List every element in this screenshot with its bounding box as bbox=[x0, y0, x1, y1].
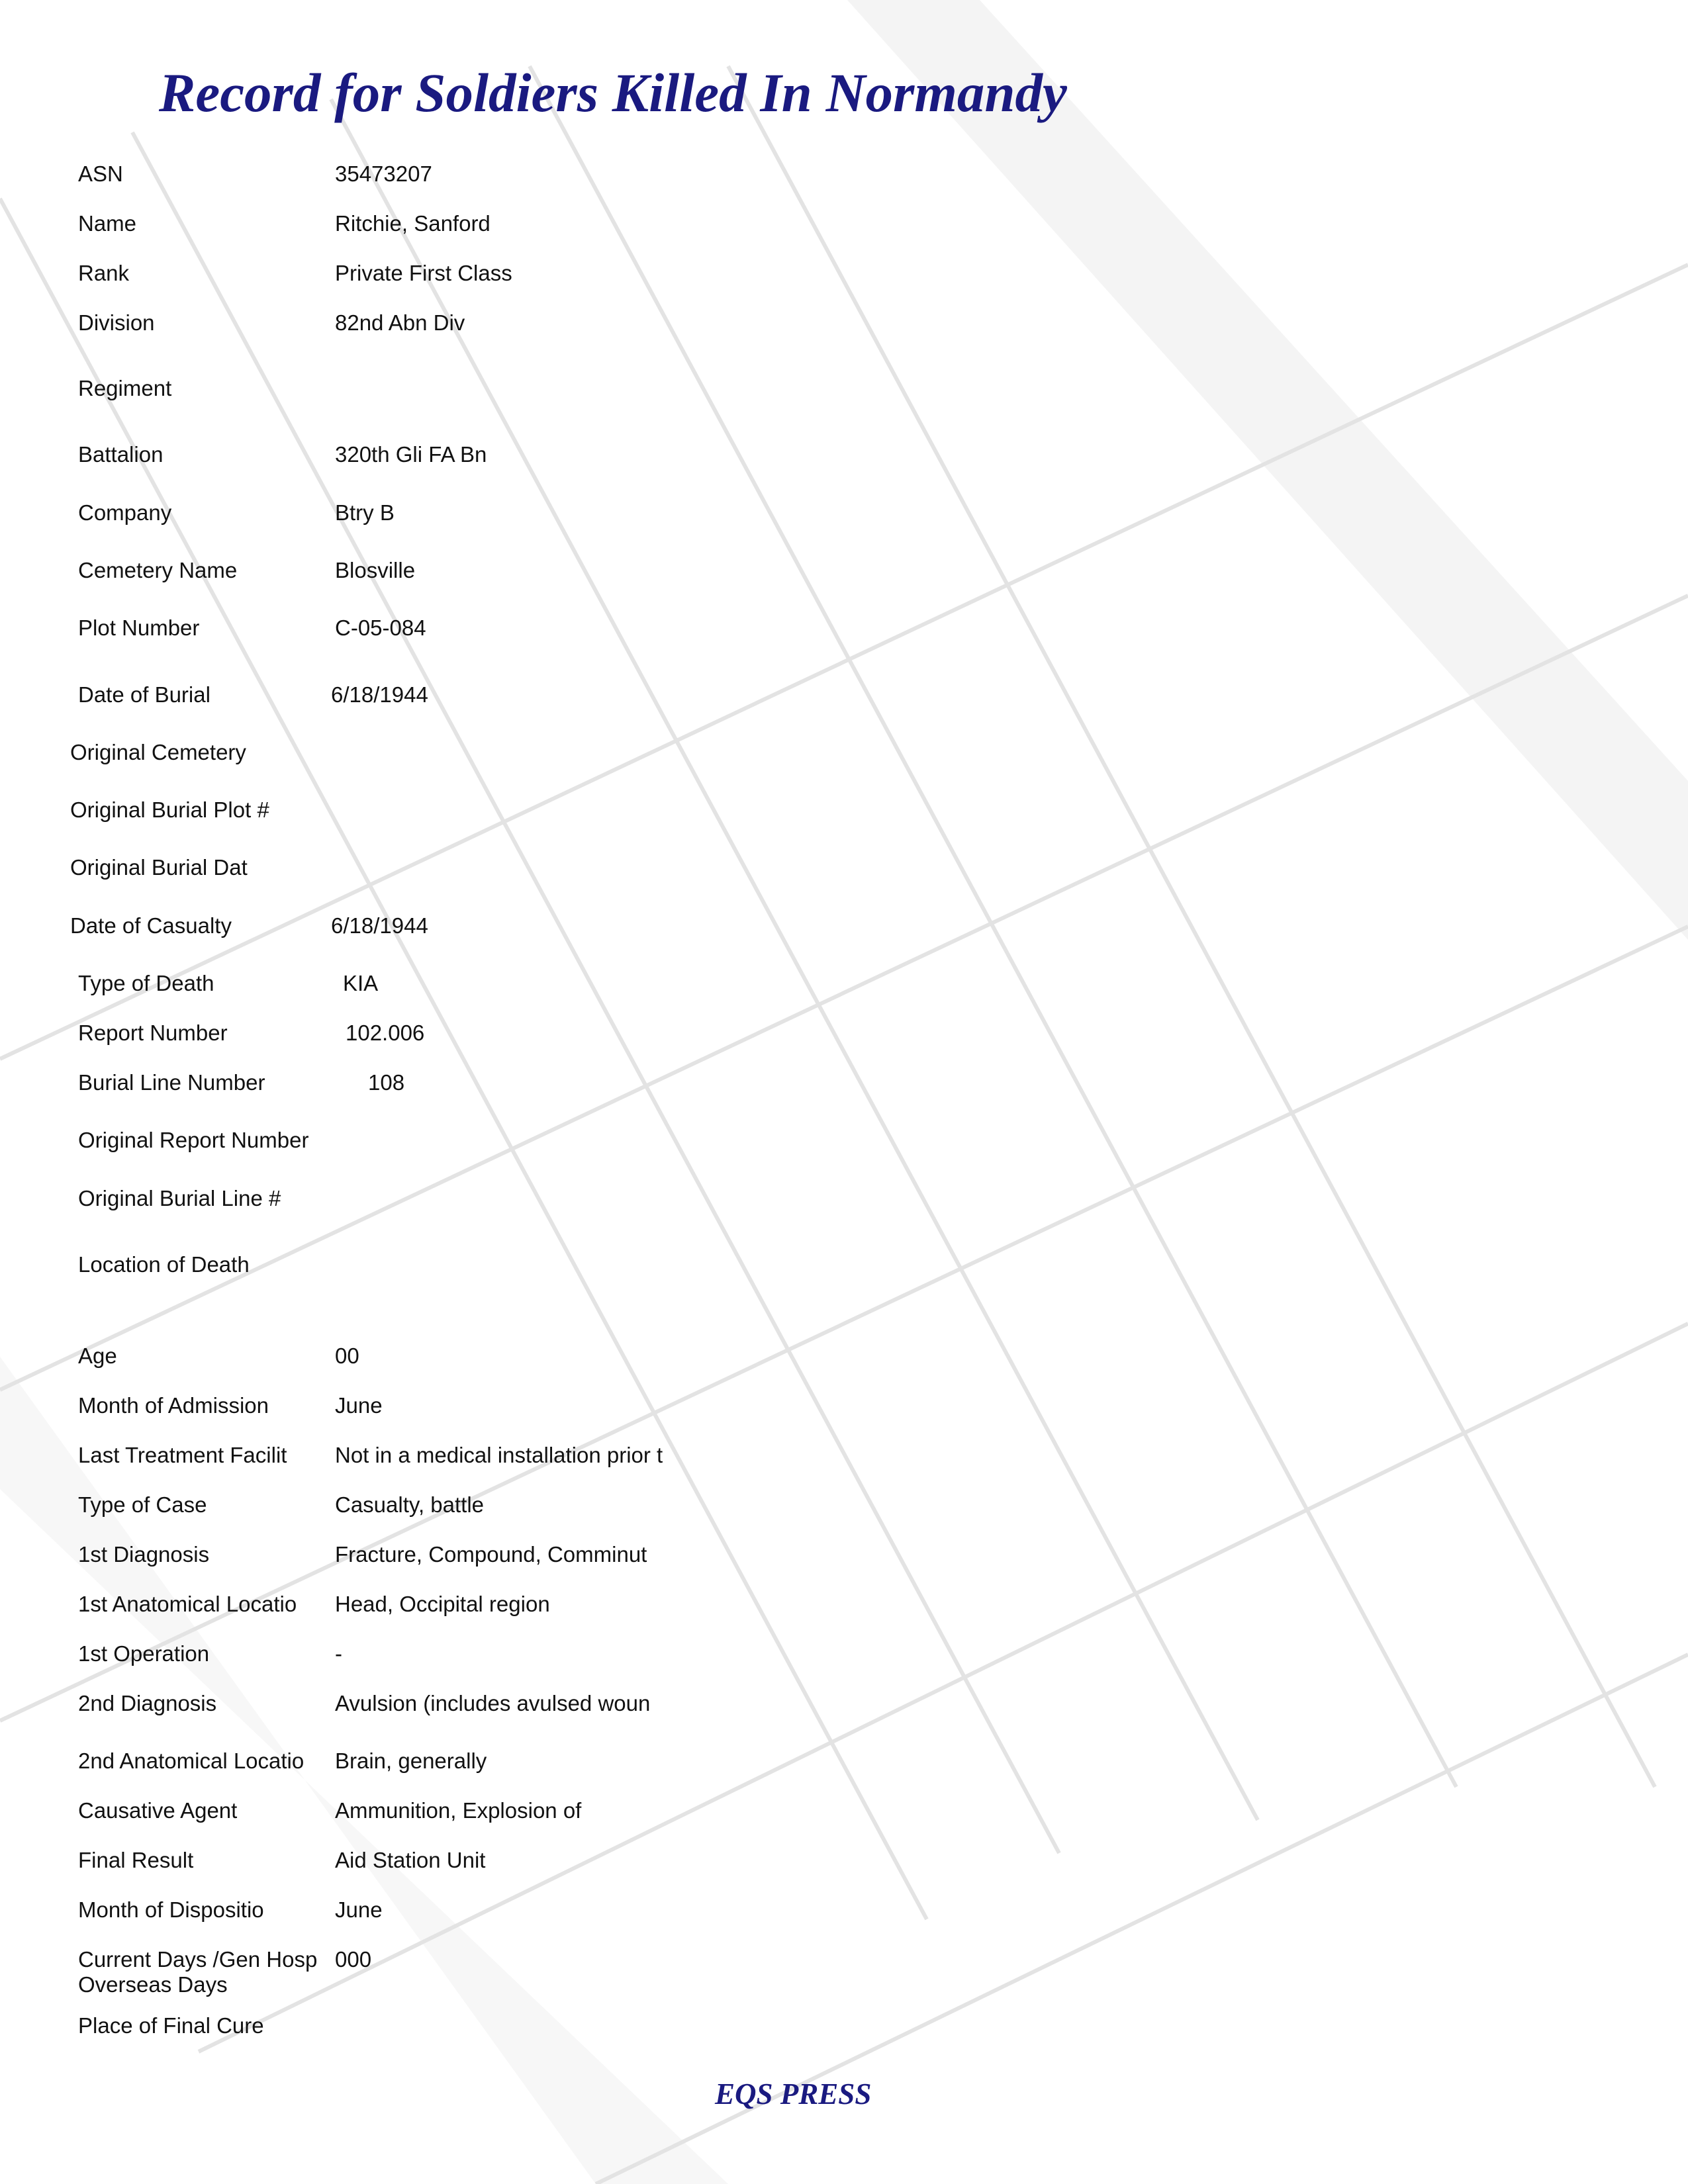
final-result-value: Aid Station Unit bbox=[335, 1848, 486, 1872]
current-days-value: 000 bbox=[335, 1947, 372, 1972]
age-label: Age bbox=[78, 1343, 117, 1368]
first-anatomical-location-label: 1st Anatomical Locatio bbox=[78, 1592, 297, 1616]
asn-label: ASN bbox=[78, 161, 123, 186]
publisher-footer: EQS PRESS bbox=[715, 2077, 872, 2111]
original-burial-plot-label: Original Burial Plot # bbox=[70, 797, 269, 822]
second-anatomical-location-value: Brain, generally bbox=[335, 1749, 487, 1773]
asn-value: 35473207 bbox=[335, 161, 432, 186]
division-value: 82nd Abn Div bbox=[335, 310, 465, 335]
rank-label: Rank bbox=[78, 261, 130, 285]
last-treatment-facility-label: Last Treatment Facilit bbox=[78, 1443, 287, 1467]
overseas-days-label: Overseas Days bbox=[78, 1972, 228, 1997]
final-result-label: Final Result bbox=[78, 1848, 194, 1872]
month-of-disposition-value: June bbox=[335, 1897, 383, 1922]
date-of-burial-label: Date of Burial bbox=[78, 682, 211, 707]
second-diagnosis-label: 2nd Diagnosis bbox=[78, 1691, 217, 1715]
first-operation-label: 1st Operation bbox=[78, 1641, 210, 1666]
original-burial-date-label: Original Burial Dat bbox=[70, 855, 248, 880]
name-label: Name bbox=[78, 211, 137, 236]
date-of-casualty-label: Date of Casualty bbox=[70, 913, 232, 938]
report-number-value: 102.006 bbox=[346, 1021, 425, 1045]
first-operation-value: - bbox=[335, 1641, 342, 1666]
last-treatment-facility-value: Not in a medical installation prior t bbox=[335, 1443, 663, 1467]
original-report-number-label: Original Report Number bbox=[78, 1128, 309, 1152]
age-value: 00 bbox=[335, 1343, 359, 1368]
type-of-death-label: Type of Death bbox=[78, 971, 214, 995]
causative-agent-value: Ammunition, Explosion of bbox=[335, 1798, 582, 1823]
place-of-final-cure-label: Place of Final Cure bbox=[78, 2013, 264, 2038]
company-label: Company bbox=[78, 500, 172, 525]
page-title: Record for Soldiers Killed In Normandy bbox=[159, 62, 1067, 123]
original-burial-line-label: Original Burial Line # bbox=[78, 1186, 281, 1210]
name-value: Ritchie, Sanford bbox=[335, 211, 491, 236]
location-of-death-label: Location of Death bbox=[78, 1252, 250, 1277]
division-label: Division bbox=[78, 310, 155, 335]
first-diagnosis-label: 1st Diagnosis bbox=[78, 1542, 210, 1567]
type-of-case-label: Type of Case bbox=[78, 1492, 207, 1517]
plot-number-label: Plot Number bbox=[78, 615, 200, 640]
current-days-label: Current Days /Gen Hosp bbox=[78, 1947, 318, 1972]
cemetery-name-value: Blosville bbox=[335, 558, 416, 582]
month-of-disposition-label: Month of Dispositio bbox=[78, 1897, 264, 1922]
date-of-casualty-value: 6/18/1944 bbox=[331, 913, 428, 938]
second-anatomical-location-label: 2nd Anatomical Locatio bbox=[78, 1749, 305, 1773]
original-cemetery-label: Original Cemetery bbox=[70, 740, 246, 764]
report-number-label: Report Number bbox=[78, 1021, 228, 1045]
second-diagnosis-value: Avulsion (includes avulsed woun bbox=[335, 1691, 651, 1715]
first-diagnosis-value: Fracture, Compound, Comminut bbox=[335, 1542, 647, 1567]
burial-line-number-value: 108 bbox=[368, 1070, 405, 1095]
regiment-label: Regiment bbox=[78, 376, 172, 400]
burial-line-number-label: Burial Line Number bbox=[78, 1070, 265, 1095]
month-of-admission-value: June bbox=[335, 1393, 383, 1418]
month-of-admission-label: Month of Admission bbox=[78, 1393, 269, 1418]
rank-value: Private First Class bbox=[335, 261, 512, 285]
company-value: Btry B bbox=[335, 500, 395, 525]
first-anatomical-location-value: Head, Occipital region bbox=[335, 1592, 550, 1616]
battalion-value: 320th Gli FA Bn bbox=[335, 442, 487, 467]
type-of-case-value: Casualty, battle bbox=[335, 1492, 485, 1517]
plot-number-value: C-05-084 bbox=[335, 615, 426, 640]
battalion-label: Battalion bbox=[78, 442, 164, 467]
cemetery-name-label: Cemetery Name bbox=[78, 558, 238, 582]
causative-agent-label: Causative Agent bbox=[78, 1798, 238, 1823]
type-of-death-value: KIA bbox=[343, 971, 379, 995]
date-of-burial-value: 6/18/1944 bbox=[331, 682, 428, 707]
